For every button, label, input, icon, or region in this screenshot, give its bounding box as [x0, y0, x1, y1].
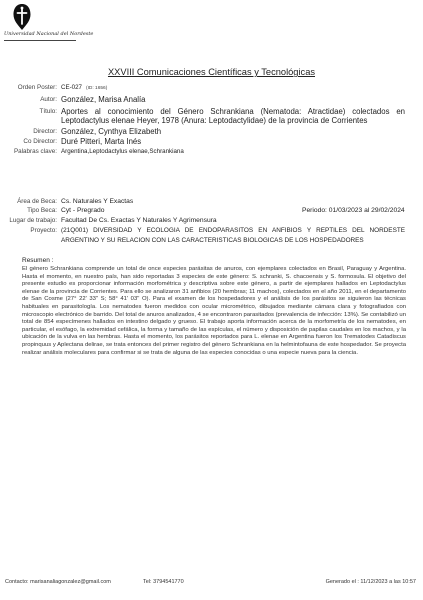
- author-label: Autor:: [40, 96, 57, 103]
- header-divider: [4, 40, 76, 41]
- director-value: González, Cynthya Elizabeth: [61, 127, 162, 136]
- grant-type-label: Tipo Beca:: [27, 207, 57, 214]
- workplace-label: Lugar de trabajo:: [9, 217, 57, 224]
- grant-period: Periodo: 01/03/2023 al 29/02/2024: [302, 207, 405, 214]
- co-director-label: Co Director:: [23, 138, 57, 145]
- footer-contact: Contacto: marisanaliagonzalez@gmail.com: [5, 579, 111, 585]
- poster-value-wrap: [61, 83, 405, 93]
- footer-generated: Generado el : 11/12/2023 a las 10:57: [325, 579, 416, 585]
- keywords-label: Palabras clave:: [13, 148, 57, 155]
- poster-id: (ID: 1656): [85, 86, 108, 91]
- title-label: Título:: [39, 108, 57, 115]
- project-label: Proyecto:: [30, 227, 57, 234]
- grant-area-value: Cs. Naturales Y Exactas: [61, 198, 134, 205]
- footer-phone: Tel: 3794541770: [143, 579, 184, 585]
- abstract-text: El género Schrankiana comprende un total de once especies parásitas de anuros, con ejemplares colectados en Brasil, Paraguay y Argentina. Hasta el momento, en nuestro país, han sido reportadas 3 especies de este género: S. schranki, S. chacoensis y S. formosula. El objetivo del presente estudio es proporcionar información morfométrica y descriptiva sobre este género, a partir de ejemplares hallados en Leptodactylus elenae de la provincia de Corrientes. Para ello se analizaron 31 anfibios (20 hembras; 11 machos), colectados en el año 2011, en el departamento de San Cosme (27° 22' 33" S; 58° 41' 03" O). Para el examen de los hospedadores y el análisis de los parásitos se siguieron las técnicas habituales en parasitología. Los nematodes fueron medidos con ocular micrométrico, dibujados mediante cámara clara y fotografiados con microscopio electrónico de barrido. Del total de anuros analizados, 4 se encontraron parasitados (prevalencia de infección: 13%). Se contabilizó un total de 854 especímenes hallados en intestino delgado y grueso. El trabajo aporta información acerca de la morfometría de los nematodes, en particular, el esófago, la extremidad cefálica, la forma y tamaño de las espículas, el número y disposición de papilas caudales en los machos, y la ubicación de la vulva en las hembras. Hasta el momento, los parásitos reportados para L. elenae en Argentina fueron los Trematodes Catadiscus propinquus y Aplectana delirae, se trata entonces del primer registro del género Schrankiana en la helmintofauna de este hospedador. Se proyecta realizar análisis moleculares para confirmar si se trata de alguna de las especies conocidas o una especie nueva para la ciencia.: [22, 266, 406, 356]
- institution-name: Universidad Nacional del Nordeste: [4, 31, 94, 37]
- director-label: Director:: [33, 128, 57, 135]
- author-value: González, Marisa Analía: [61, 95, 146, 104]
- co-director-value: Duré Pitteri, Marta Inés: [61, 137, 142, 146]
- poster-label: Orden Poster:: [17, 84, 57, 91]
- event-title: XXVIII Comunicaciones Científicas y Tecnológicas: [107, 67, 316, 77]
- poster-value: CE-027: [61, 84, 82, 91]
- title-value: Aportes al conocimiento del Género Schrankiana (Nematoda: Atractidae) colectados en Leptodactylus elenae Heyer, 1978 (Anura: Leptodactylidae) de la provincia de Corrientes: [61, 107, 405, 125]
- abstract-heading: Resumen :: [22, 257, 54, 264]
- workplace-value: Facultad De Cs. Exactas Y Naturales Y Agrimensura: [61, 217, 217, 224]
- project-value: (21Q001) DIVERSIDAD Y ECOLOGIA DE ENDOPARASITOS EN ANFIBIOS Y REPTILES DEL NORDESTE ARGENTINO Y SU RELACION CON LAS CARACTERISTICAS BIOLOGICAS DE LOS HOSPEDADORES: [61, 227, 405, 244]
- keywords-value: Argentina,Leptodactylus elenae,Schrankiana: [61, 148, 184, 155]
- university-logo: [11, 3, 33, 31]
- grant-area-label: Área de Beca:: [17, 198, 57, 205]
- grant-type-value: Cyt - Pregrado: [61, 207, 105, 214]
